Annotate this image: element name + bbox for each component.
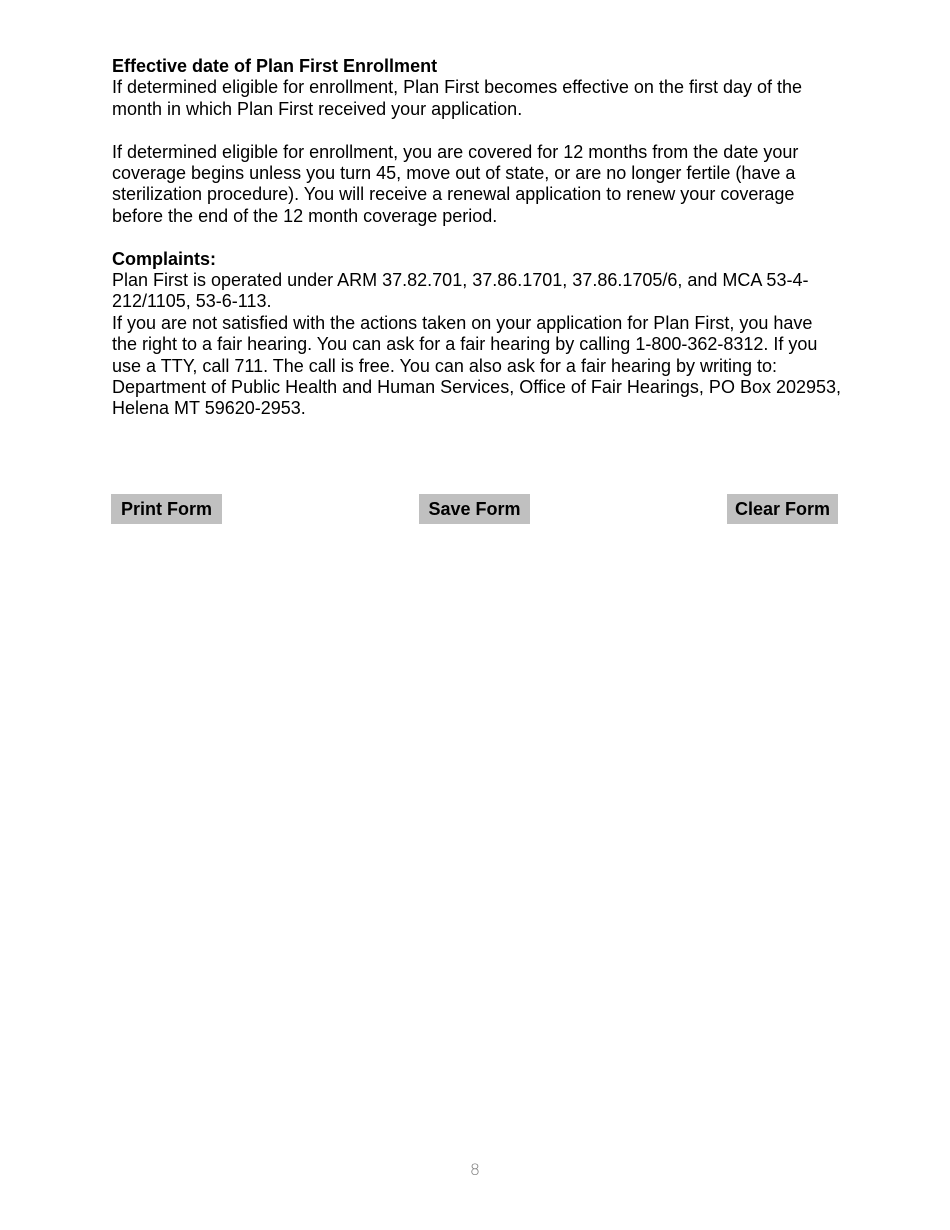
coverage-period-paragraph: If determined eligible for enrollment, you are covered for 12 months from the date your coverage begins unless you turn 45, move out of state, or are no longer fertile (have a sterilization procedure). You will receive a renewal application to renew your coverage before the end of the 12 month coverage period.: [112, 141, 799, 226]
print-form-button[interactable]: Print Form: [111, 494, 222, 524]
page-number: 8: [469, 1160, 481, 1179]
address-paragraph: Department of Public Health and Human Services, Office of Fair Hearings, PO Box 202953, Helena MT 59620-2953.: [112, 377, 842, 419]
document-body: [112, 56, 842, 420]
spacer: [112, 227, 842, 248]
complaints-heading: Complaints:: [112, 248, 217, 269]
clear-form-button[interactable]: Clear Form: [727, 494, 838, 524]
legal-basis-paragraph: Plan First is operated under ARM 37.82.701, 37.86.1701, 37.86.1705/6, and MCA 53-4-212/1105, 53-6-113.: [112, 270, 809, 312]
save-form-button[interactable]: Save Form: [419, 494, 530, 524]
fair-hearing-paragraph: If you are not satisfied with the actions taken on your application for Plan First, you have the right to a fair hearing. You can ask for a fair hearing by calling 1-800-362-8312. If you use a TTY, call 711. The call is free. You can also ask for a fair hearing by writing to:: [112, 312, 818, 376]
effective-date-paragraph: If determined eligible for enrollment, Plan First becomes effective on the first day of the month in which Plan First received your application.: [112, 77, 803, 119]
effective-date-heading: Effective date of Plan First Enrollment: [112, 56, 438, 76]
spacer: [112, 120, 842, 141]
